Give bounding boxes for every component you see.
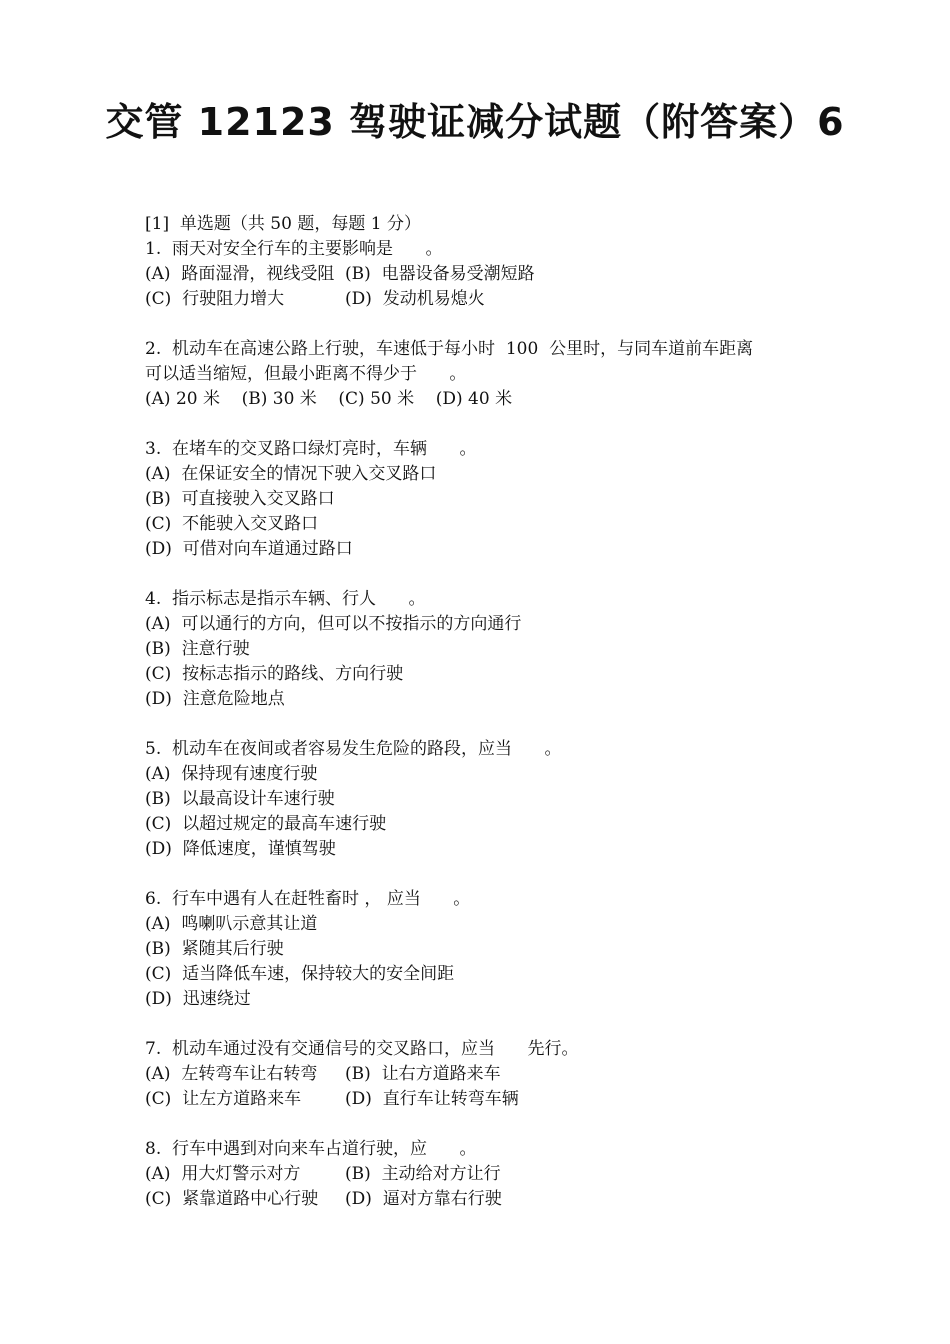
- question-stem: 1. 雨天对安全行车的主要影响是 。: [145, 239, 443, 259]
- question-list: [145, 212, 820, 1212]
- option-a: (A) 在保证安全的情况下驶入交叉路口: [145, 464, 437, 484]
- option-row: [145, 262, 820, 287]
- option-b: (B) 让右方道路来车: [345, 1064, 501, 1084]
- question-stem: 6. 行车中遇有人在赶牲畜时 ， 应当 。: [145, 889, 471, 909]
- option-a: (A) 保持现有速度行驶: [145, 764, 318, 784]
- option-b: (B) 注意行驶: [145, 639, 250, 659]
- option-d: (D) 发动机易熄火: [345, 289, 485, 309]
- question-stem: 4. 指示标志是指示车辆、行人 。: [145, 589, 426, 609]
- option-row: [145, 1087, 820, 1112]
- question-stem: 2. 机动车在高速公路上行驶，车速低于每小时 100 公里时，与同车道前车距离: [145, 339, 754, 359]
- question-6: [145, 887, 820, 1012]
- question-7: [145, 1037, 820, 1112]
- option-row: [145, 287, 820, 312]
- option-b: (B) 以最高设计车速行驶: [145, 789, 335, 809]
- option-a: (A) 左转弯车让右转弯: [145, 1064, 318, 1084]
- option-b: (B) 电器设备易受潮短路: [345, 264, 535, 284]
- question-4: [145, 587, 820, 712]
- question-1: [145, 237, 820, 312]
- option-b: (B) 主动给对方让行: [345, 1164, 501, 1184]
- document-title: 交管 12123 驾驶证减分试题（附答案）6: [105, 100, 845, 144]
- option-d: (D) 迅速绕过: [145, 989, 251, 1009]
- option-c: (C) 紧靠道路中心行驶: [145, 1189, 319, 1209]
- option-d: (D) 可借对向车道通过路口: [145, 539, 353, 559]
- option-d: (D) 注意危险地点: [145, 689, 285, 709]
- option-d: (D) 逼对方靠右行驶: [345, 1189, 502, 1209]
- question-stem-continued: 可以适当缩短，但最小距离不得少于 。: [145, 364, 467, 384]
- option-row: [145, 1162, 820, 1187]
- option-c: (C) 不能驶入交叉路口: [145, 514, 319, 534]
- option-row: [145, 1187, 820, 1212]
- option-c: (C) 适当降低车速，保持较大的安全间距: [145, 964, 455, 984]
- question-2: [145, 337, 820, 412]
- question-stem: 3. 在堵车的交叉路口绿灯亮时，车辆 。: [145, 439, 477, 459]
- option-a: (A) 路面湿滑，视线受阻: [145, 264, 335, 284]
- question-stem: 5. 机动车在夜间或者容易发生危险的路段，应当 。: [145, 739, 562, 759]
- question-3: [145, 437, 820, 562]
- option-a: (A) 用大灯警示对方: [145, 1164, 301, 1184]
- question-8: [145, 1137, 820, 1212]
- option-b: (B) 可直接驶入交叉路口: [145, 489, 335, 509]
- option-a: (A) 可以通行的方向，但可以不按指示的方向通行: [145, 614, 522, 634]
- option-c: (C) 让左方道路来车: [145, 1089, 302, 1109]
- option-d: (D) 直行车让转弯车辆: [345, 1089, 519, 1109]
- option-row: [145, 1062, 820, 1087]
- option-c: (C) 行驶阻力增大: [145, 289, 285, 309]
- question-5: [145, 737, 820, 862]
- option-a: (A) 鸣喇叭示意其让道: [145, 914, 318, 934]
- option-c: (C) 按标志指示的路线、方向行驶: [145, 664, 404, 684]
- question-stem: 7. 机动车通过没有交通信号的交叉路口，应当 先行。: [145, 1039, 579, 1059]
- option-d: (D) 降低速度，谨慎驾驶: [145, 839, 336, 859]
- option-b: (B) 紧随其后行驶: [145, 939, 284, 959]
- option-row: (A) 20 米 (B) 30 米 (C) 50 米 (D) 40 米: [145, 389, 513, 409]
- option-c: (C) 以超过规定的最高车速行驶: [145, 814, 387, 834]
- question-stem: 8. 行车中遇到对向来车占道行驶，应 。: [145, 1139, 477, 1159]
- section-header: [1] 单选题（共 50 题，每题 1 分）: [145, 214, 421, 234]
